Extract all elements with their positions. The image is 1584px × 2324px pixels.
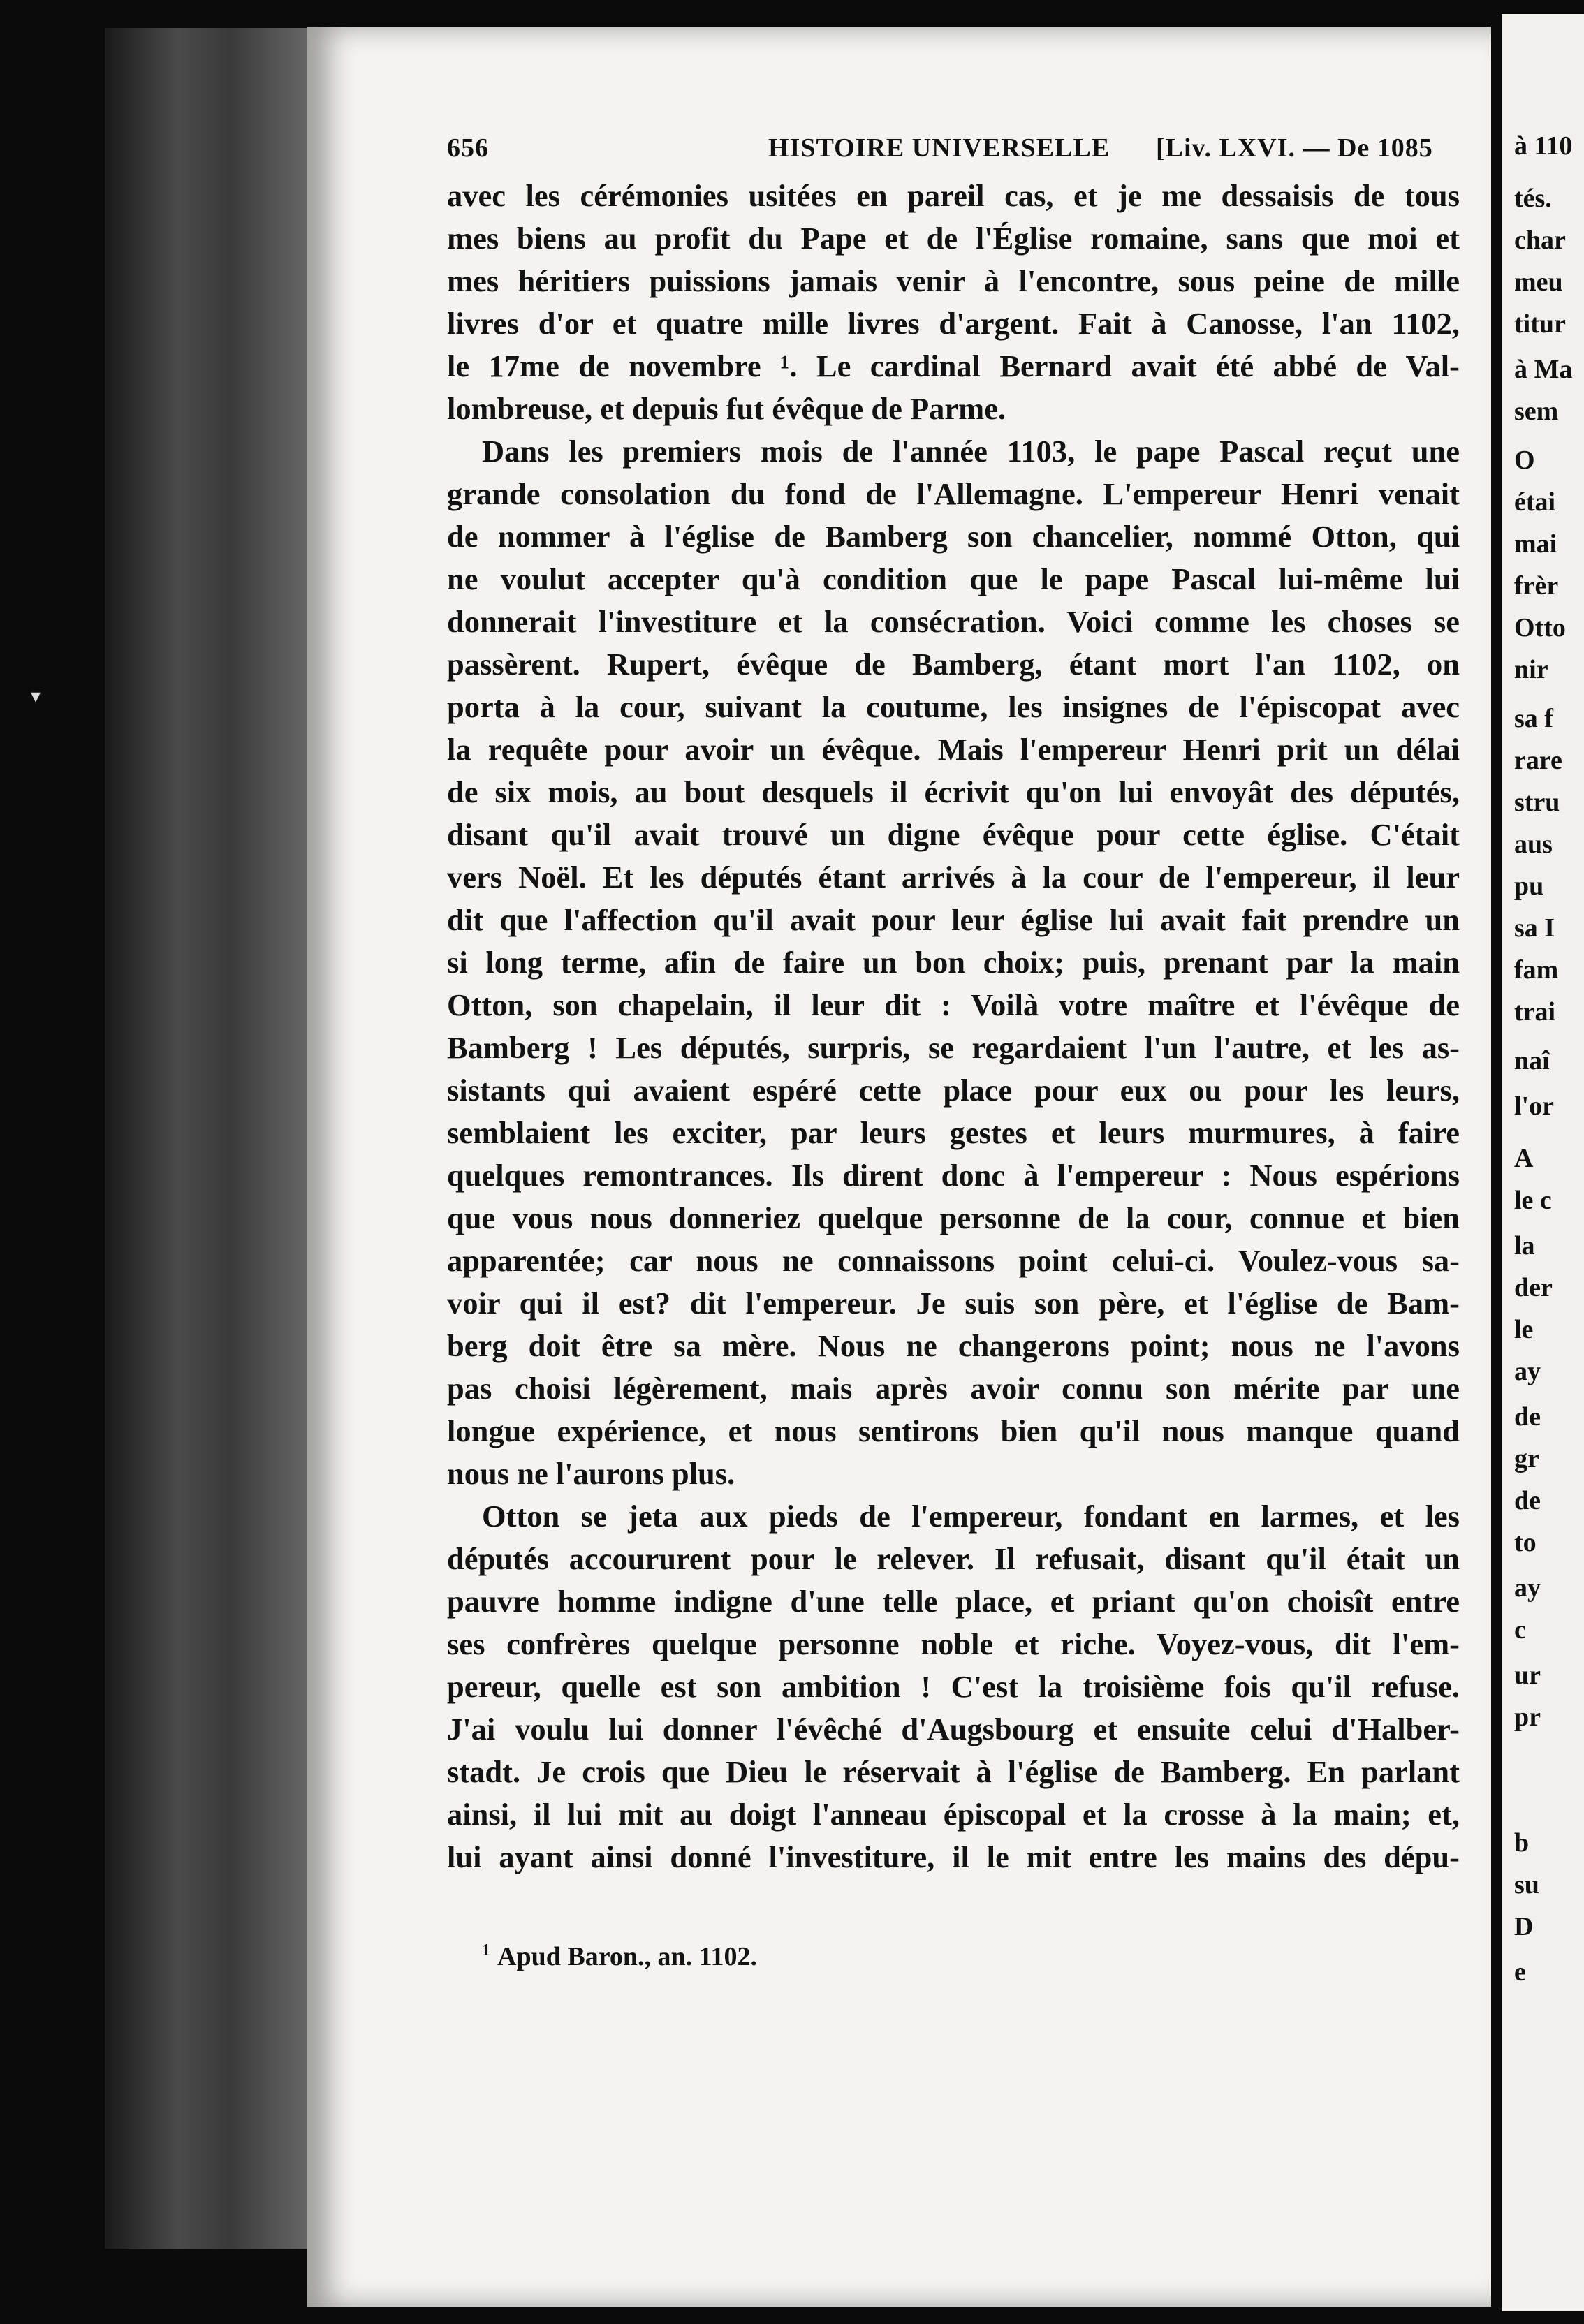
facing-page-text: aus	[1514, 830, 1553, 859]
text-line: passèrent. Rupert, évêque de Bamberg, étant mort l'an 1102, on	[447, 647, 1460, 682]
text-line: ses confrères quelque personne noble et riche. Voyez-vous, dit l'em-	[447, 1626, 1460, 1661]
facing-page-text: de	[1514, 1486, 1541, 1515]
text-line: mes biens au profit du Pape et de l'Église romaine, sans que moi et	[447, 221, 1460, 256]
facing-page-text: mai	[1514, 529, 1557, 559]
text-line: nous ne l'aurons plus.	[447, 1456, 735, 1491]
text-line: la requête pour avoir un évêque. Mais l'empereur Henri prit un délai	[447, 732, 1460, 767]
facing-page-text: A	[1514, 1144, 1534, 1173]
text-line: Otton se jeta aux pieds de l'empereur, fondant en larmes, et les	[482, 1499, 1460, 1534]
text-line: semblaient les exciter, par leurs gestes et leurs murmures, à faire	[447, 1115, 1460, 1150]
text-line: J'ai voulu lui donner l'évêché d'Augsbourg et ensuite celui d'Halber-	[447, 1712, 1460, 1746]
text-line: quelques remontrances. Ils dirent donc à l'empereur : Nous espérions	[447, 1158, 1460, 1193]
facing-page-text: ay	[1514, 1357, 1541, 1386]
footnote	[482, 1941, 757, 1972]
text-line: le 17me de novembre ¹. Le cardinal Bernard avait été abbé de Val-	[447, 348, 1460, 383]
text-line: dit que l'affection qu'il avait pour leur église lui avait fait prendre un	[447, 902, 1460, 937]
text-line: ainsi, il lui mit au doigt l'anneau épiscopal et la crosse à la main; et,	[447, 1797, 1460, 1832]
facing-page-text: à Ma	[1514, 355, 1573, 384]
facing-page-text: char	[1514, 226, 1566, 255]
text-line: de nommer à l'église de Bamberg son chancelier, nommé Otton, qui	[447, 519, 1460, 554]
text-line: lombreuse, et depuis fut évêque de Parme.	[447, 391, 1006, 426]
facing-page-text: to	[1514, 1528, 1537, 1557]
text-line: berg doit être sa mère. Nous ne changerons point; nous ne l'avons	[447, 1328, 1460, 1363]
facing-page-text: gr	[1514, 1444, 1539, 1473]
text-line: lui ayant ainsi donné l'investiture, il le mit entre les mains des dépu-	[447, 1839, 1460, 1874]
facing-page-text: l'or	[1514, 1091, 1554, 1121]
facing-page-fragment	[1502, 14, 1584, 2311]
facing-page-text: ay	[1514, 1573, 1541, 1603]
text-line: stadt. Je crois que Dieu le réservait à l'église de Bamberg. En parlant	[447, 1754, 1460, 1789]
text-line: donnerait l'investiture et la consécration. Voici comme les choses se	[447, 604, 1460, 639]
text-line: grande consolation du fond de l'Allemagne. L'empereur Henri venait	[447, 476, 1460, 511]
text-line: si long terme, afin de faire un bon choix; puis, prenant par la main	[447, 945, 1460, 980]
facing-page-text: c	[1514, 1615, 1526, 1645]
text-line: Bamberg ! Les députés, surpris, se regardaient l'un l'autre, et les as-	[447, 1030, 1460, 1065]
text-line: vers Noël. Et les députés étant arrivés à la cour de l'empereur, il leur	[447, 860, 1460, 895]
facing-page-text: fam	[1514, 955, 1559, 985]
facing-page-text: rare	[1514, 746, 1562, 775]
facing-page-text: le	[1514, 1315, 1534, 1344]
facing-page-text: stru	[1514, 788, 1560, 817]
facing-page-text: pr	[1514, 1702, 1541, 1732]
text-line: porta à la cour, suivant la coutume, les insignes de l'épiscopat avec	[447, 689, 1460, 724]
facing-page-text: e	[1514, 1957, 1526, 1987]
facing-page-text: nir	[1514, 655, 1548, 684]
main-text	[447, 175, 1460, 1878]
facing-page-text: sa f	[1514, 704, 1553, 733]
facing-page-text: ur	[1514, 1661, 1541, 1690]
facing-page-text: le c	[1514, 1186, 1552, 1215]
page-number: 656	[447, 133, 489, 163]
text-line: mes héritiers puissions jamais venir à l'encontre, sous peine de mille	[447, 263, 1460, 298]
text-line: de six mois, au bout desquels il écrivit qu'on lui envoyât des députés,	[447, 774, 1460, 809]
text-line: ne voulut accepter qu'à condition que le pape Pascal lui-même lui	[447, 561, 1460, 596]
facing-page-text: titur	[1514, 309, 1566, 339]
facing-page-text: frèr	[1514, 571, 1559, 601]
facing-page-text: de	[1514, 1402, 1541, 1432]
footnote-text: Apud Baron., an. 1102.	[497, 1942, 758, 1971]
facing-page-text: sem	[1514, 397, 1559, 426]
text-line: pauvre homme indigne d'une telle place, et priant qu'on choisît entre	[447, 1584, 1460, 1619]
facing-page-text: naî	[1514, 1046, 1550, 1075]
running-header	[447, 133, 1460, 168]
text-line: Dans les premiers mois de l'année 1103, le pape Pascal reçut une	[482, 434, 1460, 469]
text-line: sistants qui avaient espéré cette place pour eux ou pour les leurs,	[447, 1073, 1460, 1108]
facing-page-text: b	[1514, 1828, 1530, 1858]
text-line: pereur, quelle est son ambition ! C'est la troisième fois qu'il refuse.	[447, 1669, 1460, 1704]
facing-page-text: la	[1514, 1231, 1535, 1260]
text-line: apparentée; car nous ne connaissons point celui-ci. Voulez-vous sa-	[447, 1243, 1460, 1278]
text-line: députés accoururent pour le relever. Il refusait, disant qu'il était un	[447, 1541, 1460, 1576]
text-line: avec les cérémonies usitées en pareil cas, et je me dessaisis de tous	[447, 178, 1460, 213]
text-line: que vous nous donneriez quelque personne de la cour, connue et bien	[447, 1200, 1460, 1235]
footnote-marker: 1	[482, 1941, 490, 1960]
facing-page-text: étai	[1514, 487, 1556, 517]
text-line: livres d'or et quatre mille livres d'argent. Fait à Canosse, l'an 1102,	[447, 306, 1460, 341]
facing-page-text: su	[1514, 1870, 1539, 1899]
book-page-edge	[105, 28, 314, 2249]
facing-page-text: der	[1514, 1273, 1553, 1302]
text-line: pas choisi légèrement, mais après avoir connu son mérite par une	[447, 1371, 1460, 1406]
facing-page-text: sa I	[1514, 913, 1555, 943]
facing-page-text: D	[1514, 1912, 1534, 1941]
text-line: voir qui il est? dit l'empereur. Je suis son père, et l'église de Bam-	[447, 1286, 1460, 1321]
facing-page-text: à 110	[1514, 131, 1573, 161]
facing-page-text: tés.	[1514, 184, 1552, 213]
facing-page-text: trai	[1514, 997, 1556, 1027]
facing-page-text: meu	[1514, 267, 1563, 297]
book-range: [Liv. LXVI. — De 1085	[1156, 133, 1433, 163]
facing-page-text: pu	[1514, 872, 1544, 901]
text-line: longue expérience, et nous sentirons bien qu'il nous manque quand	[447, 1413, 1460, 1448]
facing-page-text: Otto	[1514, 613, 1566, 642]
facing-page-text: O	[1514, 446, 1535, 475]
running-title: HISTOIRE UNIVERSELLE	[768, 133, 1110, 163]
text-line: Otton, son chapelain, il leur dit : Voilà votre maître et l'évêque de	[447, 987, 1460, 1022]
text-line: disant qu'il avait trouvé un digne évêque pour cette église. C'était	[447, 817, 1460, 852]
margin-mark: ▾	[31, 686, 41, 707]
